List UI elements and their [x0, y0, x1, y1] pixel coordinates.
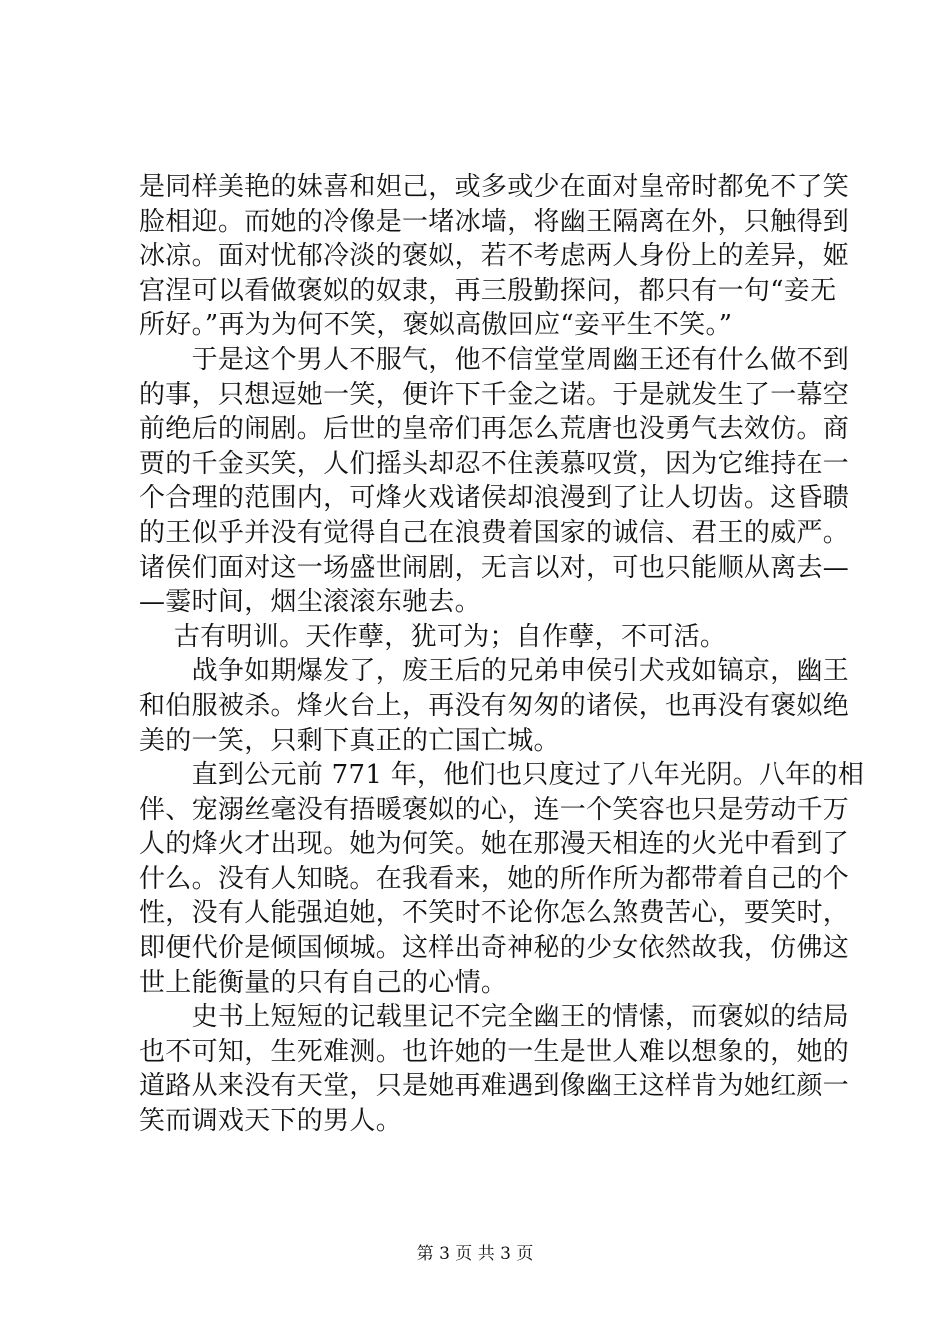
- text-line: 美的一笑，只剩下真正的亡国亡城。: [139, 725, 560, 756]
- text-line: 也不可知，生死难测。也许她的一生是世人难以想象的，她的: [139, 1036, 850, 1067]
- text-line: 世上能衡量的只有自己的心情。: [139, 967, 508, 998]
- text-line: 的王似乎并没有觉得自己在浪费着国家的诚信、君王的威严。: [139, 517, 850, 548]
- text-line: 直到公元前 771 年，他们也只度过了八年光阴。八年的相: [139, 760, 865, 791]
- text-line: 个合理的范围内，可烽火戏诸侯却浪漫到了让人切齿。这昏聩: [139, 483, 850, 514]
- text-line: 贾的千金买笑，人们摇头却忍不住羡慕叹赏，因为它维持在一: [139, 448, 850, 479]
- text-line: 是同样美艳的妹喜和妲己，或多或少在面对皇帝时都免不了笑: [139, 172, 850, 202]
- text-line: 所好。”再为为何不笑，褒姒高傲回应“妾平生不笑。”: [139, 310, 733, 341]
- text-line: 诸侯们面对这一场盛世闹剧，无言以对，可也只能顺从离去—: [139, 552, 850, 583]
- text-line: —霎时间，烟尘滚滚东驰去。: [139, 587, 481, 618]
- text-line: 史书上短短的记载里记不完全幽王的情愫，而褒姒的结局: [139, 1002, 850, 1033]
- text-line: 道路从来没有天堂，只是她再难遇到像幽王这样肯为她红颜一: [139, 1071, 850, 1102]
- text-line: 即便代价是倾国倾城。这样出奇神秘的少女依然故我，仿佛这: [139, 933, 850, 964]
- text-line: 性，没有人能强迫她，不笑时不论你怎么煞费苦心，要笑时，: [139, 898, 850, 929]
- text-line: 脸相迎。而她的冷像是一堵冰墙，将幽王隔离在外，只触得到: [139, 206, 850, 237]
- text-line: 冰凉。面对忧郁冷淡的褒姒，若不考虑两人身份上的差异，姬: [139, 241, 850, 272]
- text-line: 于是这个男人不服气，他不信堂堂周幽王还有什么做不到: [139, 344, 850, 375]
- text-line: 前绝后的闹剧。后世的皇帝们再怎么荒唐也没勇气去效仿。商: [139, 414, 850, 445]
- body-text: [139, 170, 865, 1139]
- text-line: 和伯服被杀。烽火台上，再没有匆匆的诸侯，也再没有褒姒绝: [139, 690, 850, 721]
- text-line: 什么。没有人知晓。在我看来，她的所作所为都带着自己的个: [139, 863, 850, 894]
- text-line: 战争如期爆发了，废王后的兄弟申侯引犬戎如镐京，幽王: [139, 656, 850, 687]
- text-line: 宫涅可以看做褒姒的奴隶，再三殷勤探问，都只有一句“妾无: [139, 275, 837, 306]
- page-footer: 第 3 页 共 3 页: [416, 1244, 534, 1264]
- text-line: 古有明训。天作孽，犹可为；自作孽，不可活。: [139, 621, 727, 652]
- text-line: 伴、宠溺丝毫没有捂暖褒姒的心，连一个笑容也只是劳动千万: [139, 794, 850, 825]
- text-line: 人的烽火才出现。她为何笑。她在那漫天相连的火光中看到了: [139, 829, 850, 860]
- text-line: 笑而调戏天下的男人。: [139, 1106, 403, 1137]
- text-line: 的事，只想逗她一笑，便许下千金之诺。于是就发生了一幕空: [139, 379, 850, 410]
